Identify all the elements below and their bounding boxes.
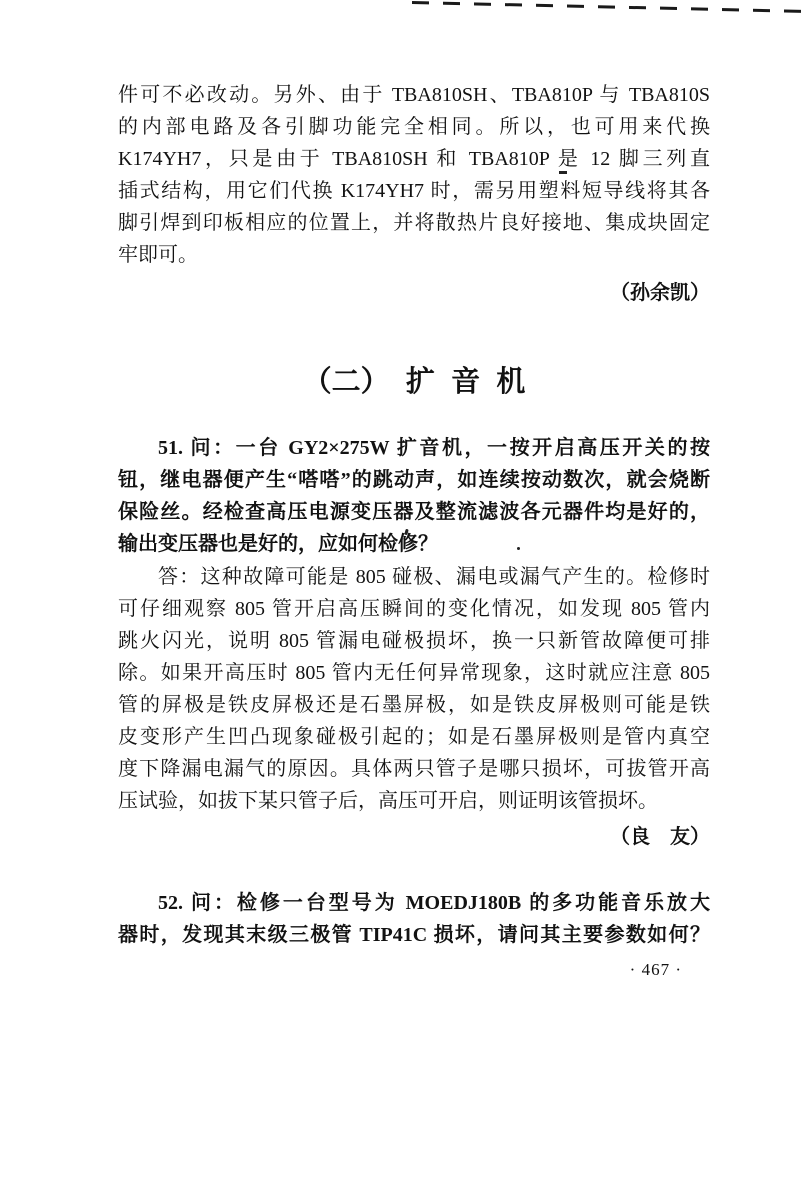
text-line: 的内部电路及各引脚功能完全相同。所以，也可用来代换 — [118, 116, 710, 138]
attribution-liang-you: （良 友） — [610, 826, 710, 848]
intro-paragraph — [118, 79, 710, 271]
text-line: 钮，继电器便产生“嗒嗒”的跳动声，如连续按动数次，就会烧断 — [118, 469, 710, 491]
text-line: 可仔细观察 805 管开启高压瞬间的变化情况，如发现 805 管内 — [118, 598, 710, 620]
text-line: 保险丝。经检查高压电源变压器及整流滤波各元器件均是好的， — [118, 501, 710, 523]
text-line: 牢即可。 — [118, 244, 198, 266]
text-line: 皮变形产生凹凸现象碰极引起的；如是石墨屏极则是管内真空 — [118, 726, 710, 748]
section-heading: （二） 扩 音 机 — [302, 366, 526, 398]
text-line: 51. 问：一台 GY2×275W 扩音机，一按开启高压开关的按 — [158, 437, 710, 459]
text-line: 52. 问：检修一台型号为 MOEDJ180B 的多功能音乐放大 — [158, 892, 710, 914]
text-line: 输出变压器也是好的，应如何检修？ — [118, 533, 438, 555]
text-line: 压试验，如拔下某只管子后，高压可开启，则证明该管损坏。 — [118, 790, 658, 812]
text-line: 度下降漏电漏气的原因。具体两只管子是哪只损坏，可拔管开高 — [118, 758, 710, 780]
question-51 — [118, 432, 710, 560]
text-line: 答：这种故障可能是 805 碰极、漏电或漏气产生的。检修时 — [158, 566, 710, 588]
attribution-sun-yukai: （孙余凯） — [610, 282, 710, 304]
text-line: 器时，发现其末级三极管 TIP41C 损坏，请问其主要参数如何？ — [118, 924, 710, 946]
text-line: K174YH7，只是由于 TBA810SH 和 TBA810P 是 12 脚三列直 — [118, 148, 710, 170]
text-line: 除。如果开高压时 805 管内无任何异常现象，这时就应注意 805 — [118, 662, 710, 684]
text-line: 插式结构，用它们代换 K174YH7 时，需另用塑料短导线将其各 — [118, 180, 710, 202]
text-line: 件可不必改动。另外、由于 TBA810SH、TBA810P 与 TBA810S — [118, 84, 710, 106]
text-block — [118, 0, 710, 978]
text-line: 脚引焊到印板相应的位置上，并将散热片良好接地、集成块固定 — [118, 212, 710, 234]
text-line: 跳火闪光，说明 805 管漏电碰极损坏，换一只新管故障便可排 — [118, 630, 710, 652]
page-number: · 467 · — [629, 960, 682, 979]
answer-51 — [118, 561, 710, 817]
text-line: 管的屏极是铁皮屏极还是石墨屏极，如是铁皮屏极则可能是铁 — [118, 694, 710, 716]
question-52 — [118, 887, 710, 951]
